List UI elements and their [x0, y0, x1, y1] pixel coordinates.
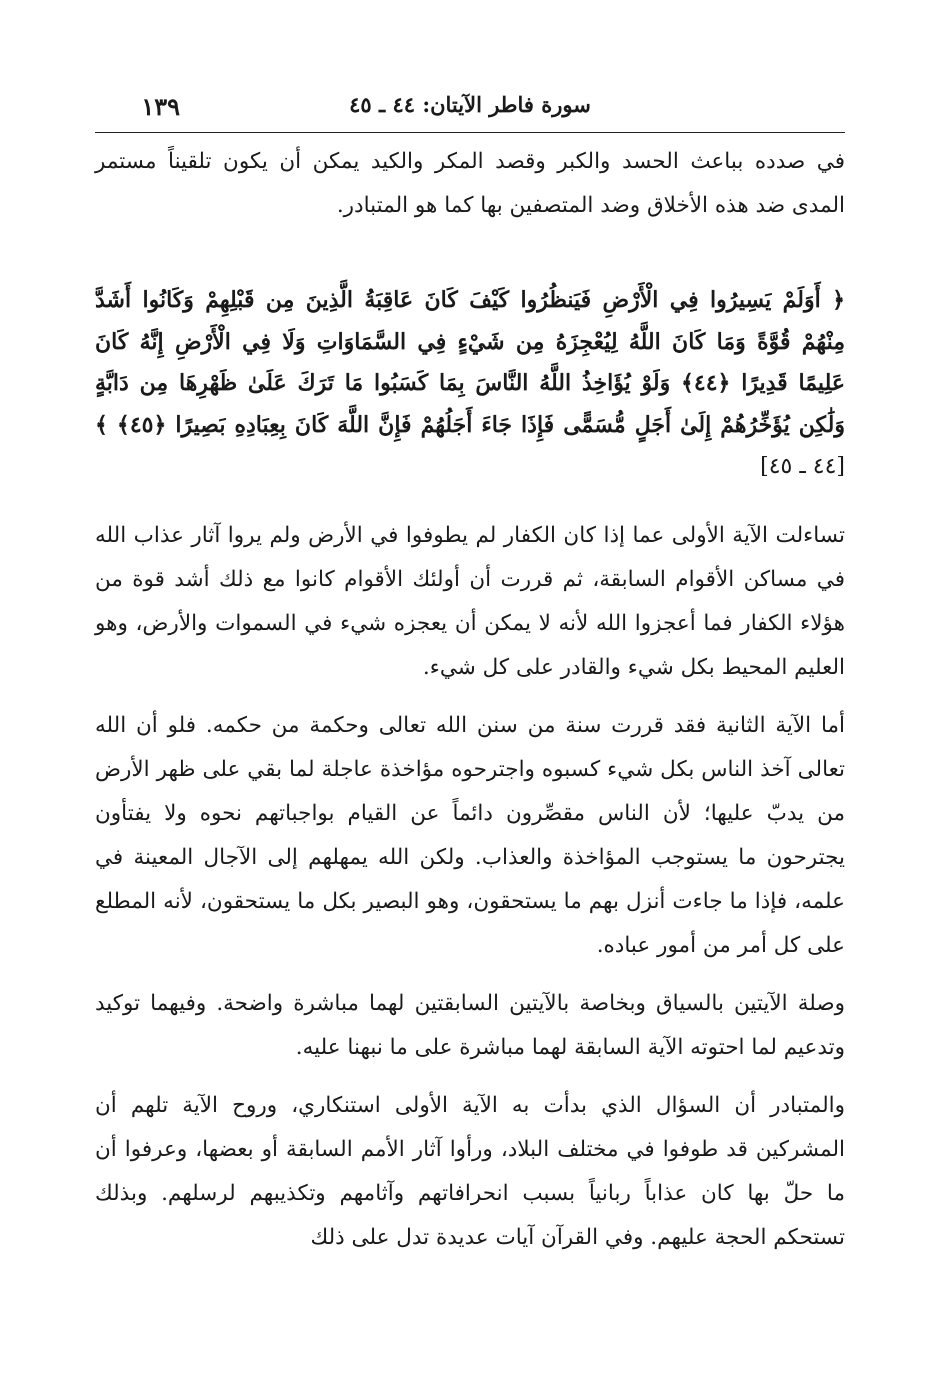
paragraph-continuation: في صدده بباعث الحسد والكبر وقصد المكر والكيد يمكن أن يكون تلقيناً مستمر المدى ضد هذه الأخلاق وضد المتصفين بها كما هو المتبادر. — [95, 149, 845, 218]
quran-verse-text: ﴿ أَوَلَمْ يَسِيرُوا فِي الْأَرْضِ فَيَنظُرُوا كَيْفَ كَانَ عَاقِبَةُ الَّذِينَ مِن قَبْلِهِمْ وَكَانُوا أَشَدَّ مِنْهُمْ قُوَّةً وَمَا كَانَ اللَّهُ لِيُعْجِزَهُ مِن شَيْءٍ فِي السَّمَاوَاتِ وَلَا فِي الْأَرْضِ إِنَّهُ كَانَ عَلِيمًا قَدِيرًا ﴿٤٤﴾ وَلَوْ يُؤَاخِذُ اللَّهُ النَّاسَ بِمَا كَسَبُوا مَا تَرَكَ عَلَىٰ ظَهْرِهَا مِن دَابَّةٍ وَلَٰكِن يُؤَخِّرُهُمْ إِلَىٰ أَجَلٍ مُّسَمًّى فَإِذَا جَاءَ أَجَلُهُمْ فَإِنَّ اللَّهَ كَانَ بِعِبَادِهِ بَصِيرًا ﴿٤٥﴾ ﴾ — [95, 287, 845, 438]
page-number: ١٣٩ — [141, 92, 180, 121]
paragraph-first-verse-explanation: تساءلت الآية الأولى عما إذا كان الكفار لم يطوفوا في الأرض ولم يروا آثار عذاب الله في مساكن الأقوام السابقة، ثم قررت أن أولئك الأقوام كانوا مع ذلك أشد قوة من هؤلاء الكفار فما أعجزوا الله لأنه لا يمكن أن يعجزه شيء في السموات والأرض، وهو العليم المحيط بكل شيء والقادر على كل شيء. — [95, 522, 845, 680]
quran-verse-block — [95, 280, 845, 488]
paragraph-interpretation: والمتبادر أن السؤال الذي بدأت به الآية الأولى استنكاري، وروح الآية تلهم أن المشركين قد طوفوا في مختلف البلاد، ورأوا آثار الأمم السابقة أو بعضها، وعرفوا أن ما حلّ بها كان عذاباً ربانياً بسبب انحرافاتهم وآثامهم وتكذيبهم لرسلهم. وبذلك تستحكم الحجة عليهم. وفي القرآن آيات عديدة تدل على ذلك — [95, 1092, 845, 1250]
page-title: سورة فاطر الآيتان: ٤٤ ـ ٤٥ — [349, 92, 591, 117]
book-page — [95, 92, 845, 1260]
header-divider — [95, 132, 845, 133]
paragraph-context-link: وصلة الآيتين بالسياق وبخاصة بالآيتين السابقتين لهما مباشرة واضحة. وفيهما توكيد وتدعيم لما احتوته الآية السابقة لهما مباشرة على ما نبهنا عليه. — [95, 990, 845, 1060]
paragraph-second-verse-explanation: أما الآية الثانية فقد قررت سنة من سنن الله تعالى وحكمة من حكمه. فلو أن الله تعالى آخذ الناس بكل شيء كسبوه واجترحوه مؤاخذة عاجلة لما بقي على ظهر الأرض من يدبّ عليها؛ لأن الناس مقصِّرون دائماً عن القيام بواجباتهم نحوه ولا يفتأون يجترحون ما يستوجب المؤاخذة والعذاب. ولكن الله يمهلهم إلى الآجال المعينة في علمه، فإذا ما جاءت أنزل بهم ما يستحقون، وهو البصير بكل ما يستحقون، لأنه المطلع على كل أمر من أمور عباده. — [95, 712, 845, 958]
page-header — [95, 92, 845, 130]
page-body — [95, 140, 845, 1260]
verse-reference: [٤٤ ـ ٤٥] — [760, 454, 845, 479]
